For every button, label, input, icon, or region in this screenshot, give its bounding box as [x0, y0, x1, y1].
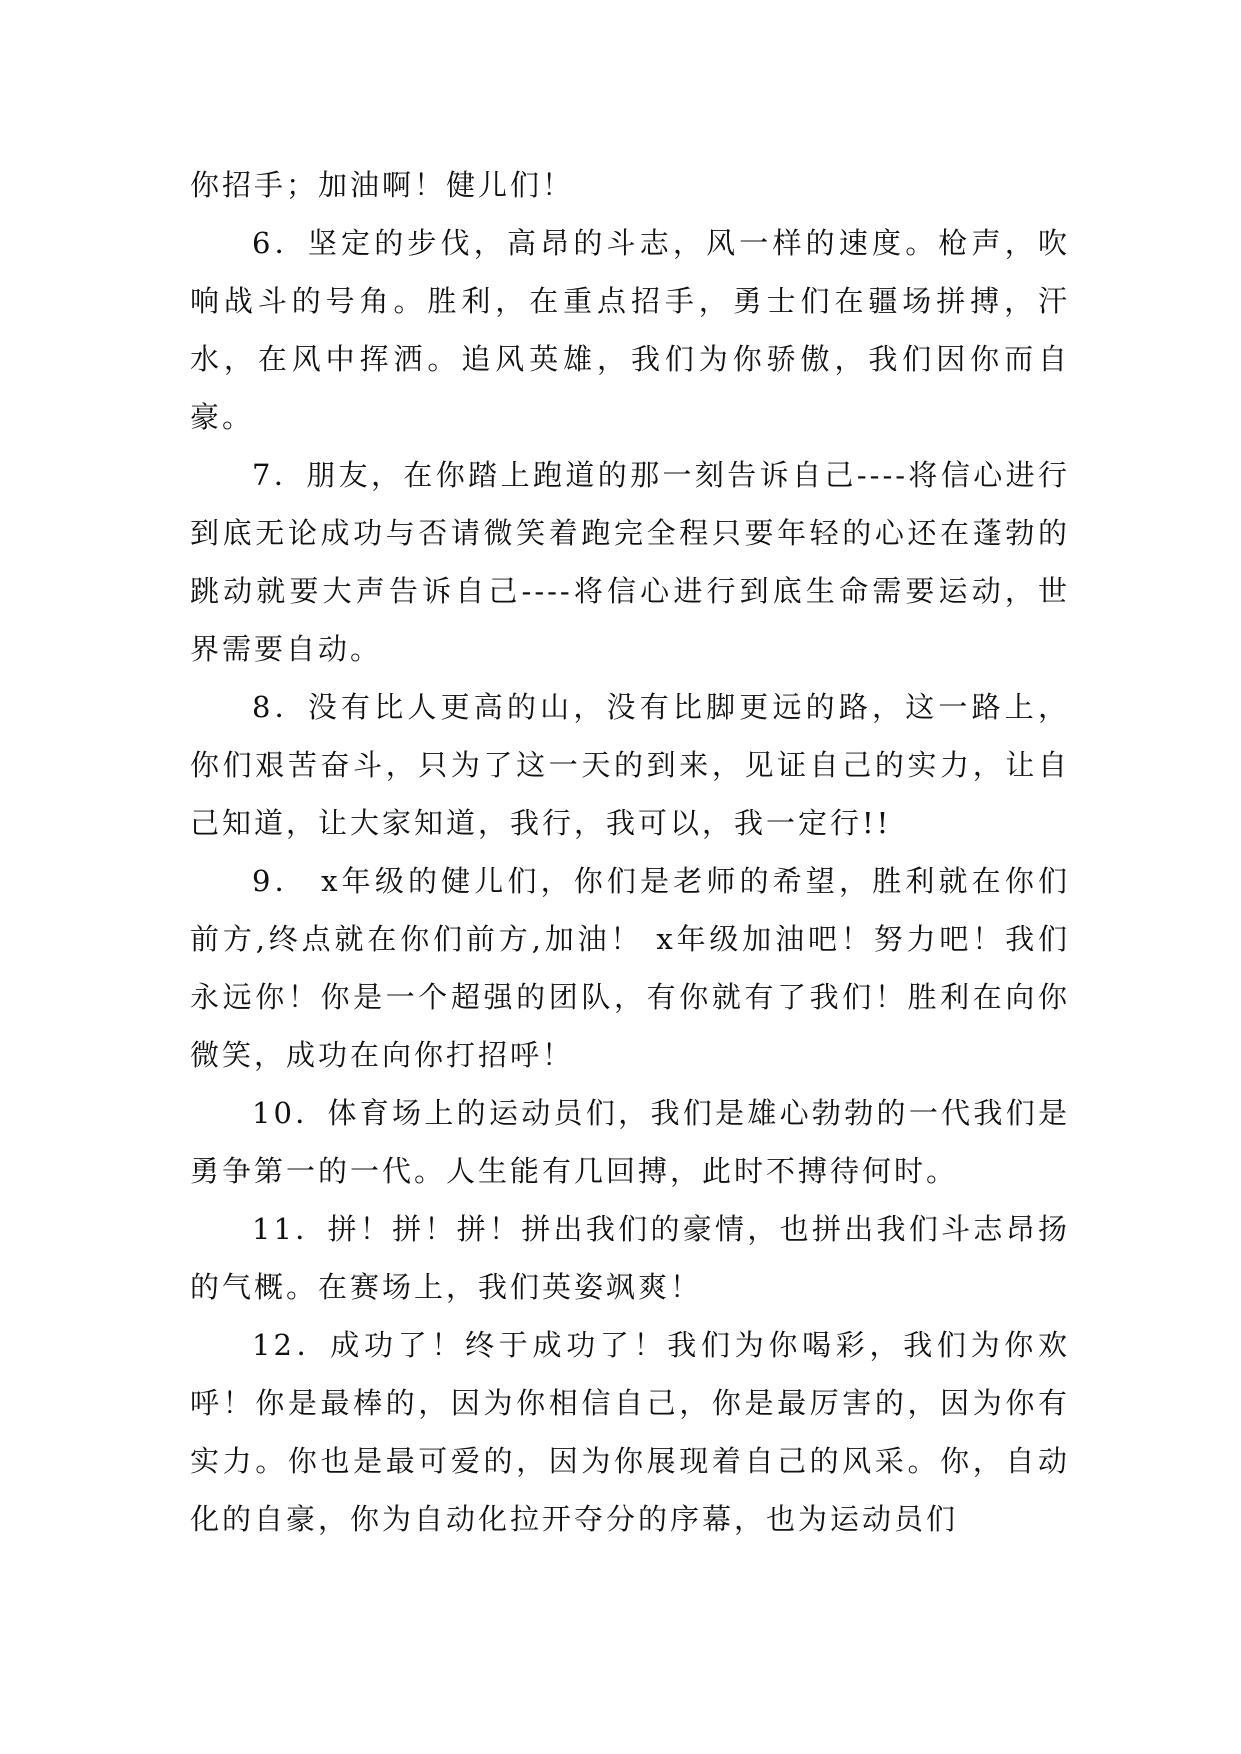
paragraph-item-11: 11．拼！拼！拼！拼出我们的豪情，也拼出我们斗志昂扬的气概。在赛场上，我们英姿飒爽！: [190, 1212, 1070, 1304]
paragraph-item-6: 6．坚定的步伐，高昂的斗志，风一样的速度。枪声，吹响战斗的号角。胜利，在重点招手，勇士们在疆场拼搏，汗水，在风中挥洒。追风英雄，我们为你骄傲，我们因你而自豪。: [190, 226, 1070, 434]
paragraph-item-9: 9． x年级的健儿们，你们是老师的希望，胜利就在你们前方,终点就在你们前方,加油！ x年级加油吧！努力吧！我们永远你！你是一个超强的团队，有你就有了我们！胜利在向你微笑，成功在向你打招呼！: [190, 864, 1070, 1072]
paragraph-item-8: 8．没有比人更高的山，没有比脚更远的路，这一路上，你们艰苦奋斗，只为了这一天的到来，见证自己的实力，让自己知道，让大家知道，我行，我可以，我一定行!!: [190, 690, 1070, 840]
paragraph-continuation: 你招手；加油啊！健儿们！: [190, 168, 575, 202]
paragraph-item-12: 12．成功了！终于成功了！我们为你喝彩，我们为你欢呼！你是最棒的，因为你相信自己，你是最厉害的，因为你有实力。你也是最可爱的，因为你展现着自己的风采。你，自动化的自豪，你为自动化拉开夺分的序幕，也为运动员们: [190, 1328, 1070, 1536]
paragraph-item-10: 10．体育场上的运动员们，我们是雄心勃勃的一代我们是勇争第一的一代。人生能有几回搏，此时不搏待何时。: [190, 1096, 1070, 1188]
document-body: [190, 156, 1070, 1548]
paragraph-item-7: 7．朋友，在你踏上跑道的那一刻告诉自己----将信心进行到底无论成功与否请微笑着跑完全程只要年轻的心还在蓬勃的跳动就要大声告诉自己----将信心进行到底生命需要运动，世界需要自动。: [190, 458, 1070, 666]
